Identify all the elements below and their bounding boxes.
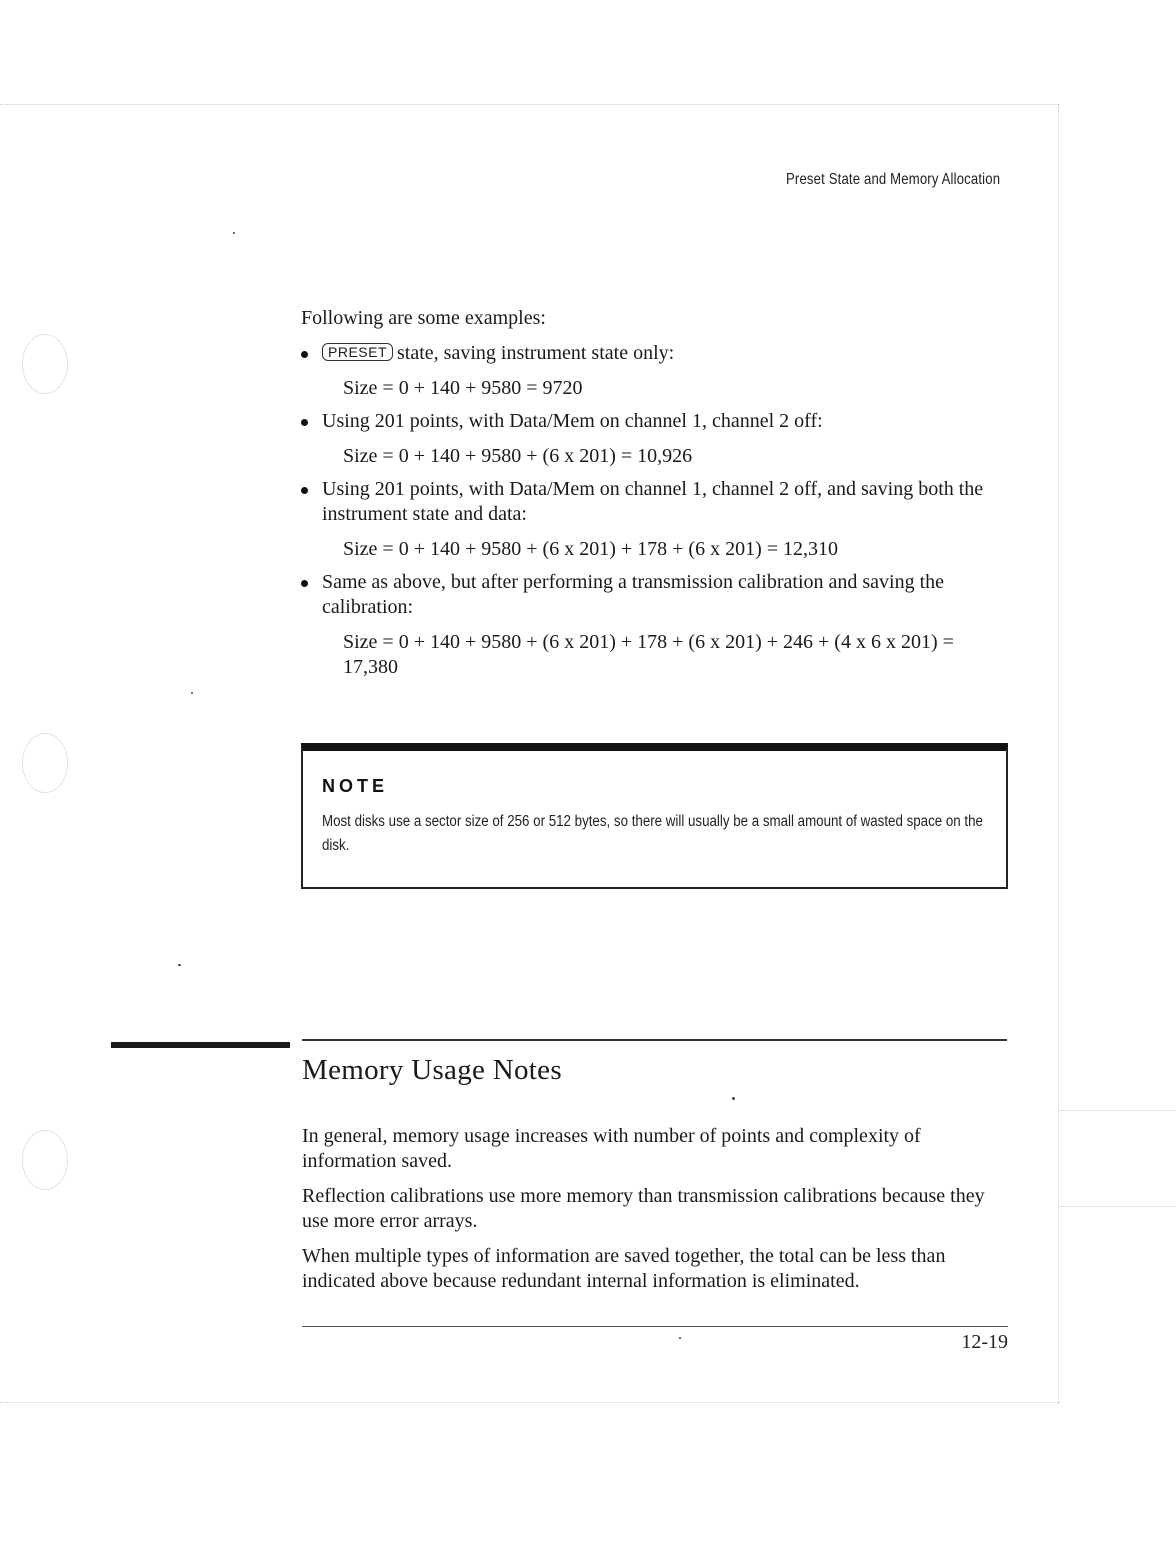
page-edge-right (1058, 104, 1059, 1404)
scan-speck (233, 232, 235, 234)
footer-rule (302, 1326, 1008, 1327)
running-head: Preset State and Memory Allocation (785, 171, 1000, 188)
punch-hole-middle (22, 733, 68, 793)
example-formula: Size = 0 + 140 + 9580 + (6 x 201) + 178 + (6 x 201) + 246 + (4 x 6 x 201) = 17,380 (343, 631, 954, 678)
example-formula: Size = 0 + 140 + 9580 + (6 x 201) + 178 + (6 x 201) = 12,310 (343, 538, 839, 560)
section-title: Memory Usage Notes (302, 1054, 562, 1086)
memory-usage-body (302, 1124, 1012, 1304)
note-box (301, 743, 1008, 889)
body-paragraph: When multiple types of information are saved together, the total can be less than indicated above because redundant internal information is eliminated. (302, 1245, 946, 1292)
section-rule-left (111, 1042, 290, 1048)
page-edge-tick (1060, 1110, 1176, 1111)
example-item (301, 570, 1013, 680)
bullet-icon (301, 419, 308, 426)
scan-speck (679, 1337, 681, 1339)
page-edge-top (0, 104, 1058, 105)
example-formula: Size = 0 + 140 + 9580 = 9720 (343, 377, 583, 399)
examples-section (301, 306, 1013, 688)
example-item (301, 409, 1013, 469)
example-formula: Size = 0 + 140 + 9580 + (6 x 201) = 10,926 (343, 445, 693, 467)
example-label-text: state, saving instrument state only: (397, 342, 675, 364)
note-text: Most disks use a sector size of 256 or 512 bytes, so there will usually be a small amount of wasted space on the disk. (322, 813, 983, 854)
example-label (322, 341, 1013, 366)
scan-speck (178, 964, 181, 966)
scan-speck (191, 692, 193, 694)
scan-speck (732, 1097, 735, 1100)
example-label: Same as above, but after performing a transmission calibration and saving the calibration: (322, 571, 945, 618)
punch-hole-bottom (22, 1130, 68, 1190)
example-label: Using 201 points, with Data/Mem on channel 1, channel 2 off: (322, 410, 823, 432)
example-item (301, 477, 1013, 562)
example-item (301, 341, 1013, 401)
note-heading: NOTE (322, 776, 389, 796)
preset-key-icon: PRESET (322, 343, 393, 361)
section-rule-right (302, 1039, 1007, 1041)
example-label: Using 201 points, with Data/Mem on channel 1, channel 2 off, and saving both the instrument state and data: (322, 478, 984, 525)
examples-intro: Following are some examples: (301, 307, 546, 329)
page-edge-tick (1060, 1206, 1176, 1207)
page-number: 12-19 (961, 1331, 1008, 1353)
page-edge-bottom (0, 1402, 1060, 1403)
bullet-icon (301, 351, 308, 358)
body-paragraph: Reflection calibrations use more memory than transmission calibrations because they use more error arrays. (302, 1185, 985, 1232)
bullet-icon (301, 487, 308, 494)
punch-hole-top (22, 334, 68, 394)
bullet-icon (301, 580, 308, 587)
body-paragraph: In general, memory usage increases with number of points and complexity of information saved. (302, 1125, 921, 1172)
